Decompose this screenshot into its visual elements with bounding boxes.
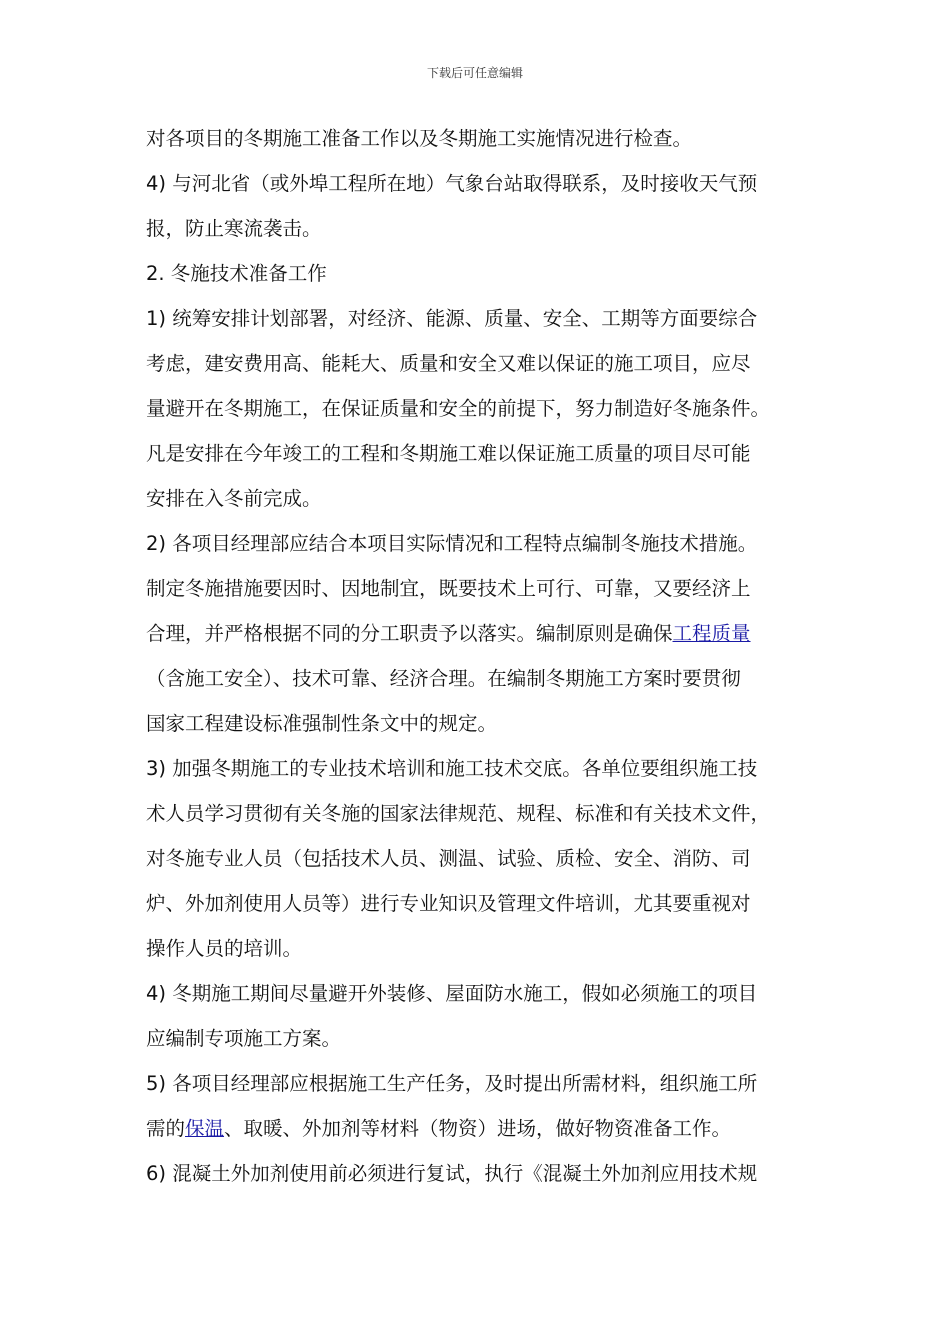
- text-line: 2) 各项目经理部应结合本项目实际情况和工程特点编制冬施技术措施。: [146, 532, 758, 555]
- text-line: 考虑，建安费用高、能耗大、质量和安全又难以保证的施工项目，应尽: [146, 352, 751, 375]
- text-line: 炉、外加剂使用人员等）进行专业知识及管理文件培训，尤其要重视对: [146, 892, 751, 915]
- text-line: 6) 混凝土外加剂使用前必须进行复试，执行《混凝土外加剂应用技术规: [146, 1162, 758, 1185]
- text-line: 4) 与河北省（或外埠工程所在地）气象台站取得联系，及时接收天气预: [146, 172, 758, 195]
- text-line: 术人员学习贯彻有关冬施的国家法律规范、规程、标准和有关技术文件，: [146, 802, 771, 825]
- document-body: [146, 116, 806, 1196]
- link-insulation[interactable]: 保温: [185, 1117, 225, 1140]
- text-line: 对各项目的冬期施工准备工作以及冬期施工实施情况进行检查。: [146, 127, 693, 150]
- text-line: 国家工程建设标准强制性条文中的规定。: [146, 712, 498, 735]
- section-heading: 2. 冬施技术准备工作: [146, 262, 327, 285]
- text-line: （含施工安全）、技术可靠、经济合理。在编制冬期施工方案时要贯彻: [146, 667, 741, 690]
- link-engineering-quality[interactable]: 工程质量: [672, 622, 751, 645]
- text-line: 量避开在冬期施工，在保证质量和安全的前提下，努力制造好冬施条件。: [146, 397, 771, 420]
- text-line: 对冬施专业人员（包括技术人员、测温、试验、质检、安全、消防、司: [146, 847, 751, 870]
- text-line: 制定冬施措施要因时、因地制宜，既要技术上可行、可靠，又要经济上: [146, 577, 751, 600]
- text-line: 安排在入冬前完成。: [146, 487, 322, 510]
- text-line: [146, 1106, 806, 1151]
- text-segment: 合理，并严格根据不同的分工职责予以落实。编制原则是确保: [146, 622, 673, 645]
- text-line: 应编制专项施工方案。: [146, 1027, 342, 1050]
- text-line: 3) 加强冬期施工的专业技术培训和施工技术交底。各单位要组织施工技: [146, 757, 758, 780]
- text-segment: 需的: [146, 1117, 186, 1140]
- text-line: 4) 冬期施工期间尽量避开外装修、屋面防水施工，假如必须施工的项目: [146, 982, 758, 1005]
- text-line: 操作人员的培训。: [146, 937, 303, 960]
- text-line: [146, 611, 806, 656]
- text-line: 1) 统筹安排计划部署，对经济、能源、质量、安全、工期等方面要综合: [146, 307, 758, 330]
- page-header: 下载后可任意编辑: [426, 66, 523, 80]
- text-line: 5) 各项目经理部应根据施工生产任务，及时提出所需材料，组织施工所: [146, 1072, 758, 1095]
- text-line: 凡是安排在今年竣工的工程和冬期施工难以保证施工质量的项目尽可能: [146, 442, 751, 465]
- text-line: 报，防止寒流袭击。: [146, 217, 322, 240]
- text-segment: 、取暖、外加剂等材料（物资）进场，做好物资准备工作。: [224, 1117, 732, 1140]
